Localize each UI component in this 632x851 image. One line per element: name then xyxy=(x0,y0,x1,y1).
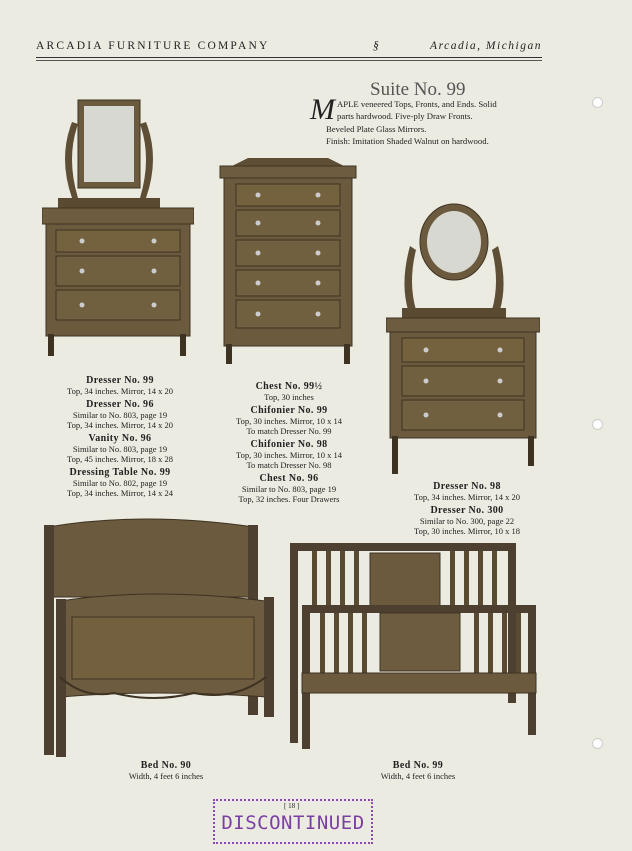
description-line: Finish: Imitation Shaded Walnut on hardwood. xyxy=(326,135,489,146)
binder-hole-top xyxy=(592,97,603,108)
discontinued-stamp xyxy=(213,799,373,844)
binder-hole-bottom xyxy=(592,738,603,749)
product-spec: Similar to No. 300, page 22 xyxy=(419,516,515,526)
product-label xyxy=(388,505,546,536)
product-label xyxy=(214,381,364,402)
product-label xyxy=(214,439,364,470)
product-spec: Top, 30 inches. Mirror, 10 x 14 xyxy=(235,450,342,460)
description-line: parts hardwood. Five-ply Draw Fronts. xyxy=(337,111,473,122)
middle-label-group xyxy=(214,381,364,504)
product-spec: Top, 34 inches. Mirror, 14 x 20 xyxy=(413,492,520,502)
company-location: Arcadia, Michigan xyxy=(430,40,542,52)
product-spec: Top, 30 inches. Mirror, 10 x 18 xyxy=(413,526,520,536)
stamp-text: DISCONTINUED xyxy=(221,812,365,834)
product-title: Chifonier No. 99 xyxy=(250,405,328,416)
product-label xyxy=(388,481,546,502)
product-spec: Similar to No. 802, page 19 xyxy=(72,478,168,488)
suite-description xyxy=(310,93,530,147)
drop-cap: M xyxy=(310,93,335,126)
product-label xyxy=(40,375,200,396)
product-title: Bed No. 90 xyxy=(140,760,192,771)
product-title: Chifonier No. 98 xyxy=(250,439,328,450)
product-title: Dresser No. 99 xyxy=(86,375,154,386)
bed-90-label xyxy=(94,760,238,781)
description-line: APLE veneered Tops, Fronts, and Ends. Solid xyxy=(337,99,497,109)
product-spec: Top, 30 inches xyxy=(264,392,314,402)
product-spec: Top, 34 inches. Mirror, 14 x 24 xyxy=(66,488,173,498)
bed-99-label xyxy=(346,760,490,781)
left-label-group xyxy=(40,375,200,498)
product-spec: Top, 32 inches. Four Drawers xyxy=(238,494,340,504)
description-line: Beveled Plate Glass Mirrors. xyxy=(326,123,427,134)
chest-99-illustration xyxy=(218,154,358,366)
dresser-99-illustration xyxy=(42,98,194,360)
product-label xyxy=(214,473,364,504)
product-title: Bed No. 99 xyxy=(392,760,444,771)
product-spec: Top, 45 inches. Mirror, 18 x 28 xyxy=(66,454,173,464)
product-spec: Top, 34 inches. Mirror, 14 x 20 xyxy=(66,420,173,430)
product-spec: Similar to No. 803, page 19 xyxy=(72,410,168,420)
product-label xyxy=(40,467,200,498)
binder-hole-middle xyxy=(592,419,603,430)
product-spec: Width, 4 feet 6 inches xyxy=(128,771,204,781)
product-title: Dressing Table No. 99 xyxy=(69,467,171,478)
product-spec: To match Dresser No. 98 xyxy=(246,460,332,470)
section-mark: § xyxy=(373,40,381,52)
header-rule xyxy=(36,57,542,58)
product-title: Chest No. 96 xyxy=(259,473,319,484)
dresser-98-illustration xyxy=(386,202,540,476)
page-number: [ 18 ] xyxy=(284,802,300,810)
header-rule-thin xyxy=(36,60,542,61)
product-title: Vanity No. 96 xyxy=(88,433,152,444)
product-title: Dresser No. 300 xyxy=(430,505,504,516)
product-label xyxy=(40,399,200,430)
product-label xyxy=(214,405,364,436)
product-label xyxy=(40,433,200,464)
product-title: Dresser No. 98 xyxy=(433,481,501,492)
product-spec: To match Dresser No. 99 xyxy=(246,426,332,436)
product-title: Dresser No. 96 xyxy=(86,399,154,410)
product-spec: Width, 4 feet 6 inches xyxy=(380,771,456,781)
suite-title: Suite No. 99 xyxy=(370,79,466,100)
bed-90-illustration xyxy=(44,517,274,759)
product-title: Chest No. 99½ xyxy=(255,381,323,392)
product-spec: Similar to No. 803, page 19 xyxy=(241,484,337,494)
product-spec: Similar to No. 803, page 19 xyxy=(72,444,168,454)
product-spec: Top, 34 inches. Mirror, 14 x 20 xyxy=(66,386,173,396)
company-name: ARCADIA FURNITURE COMPANY xyxy=(36,40,270,52)
product-spec: Top, 30 inches. Mirror, 10 x 14 xyxy=(235,416,342,426)
bed-99-illustration xyxy=(290,541,538,749)
right-label-group xyxy=(388,481,546,536)
